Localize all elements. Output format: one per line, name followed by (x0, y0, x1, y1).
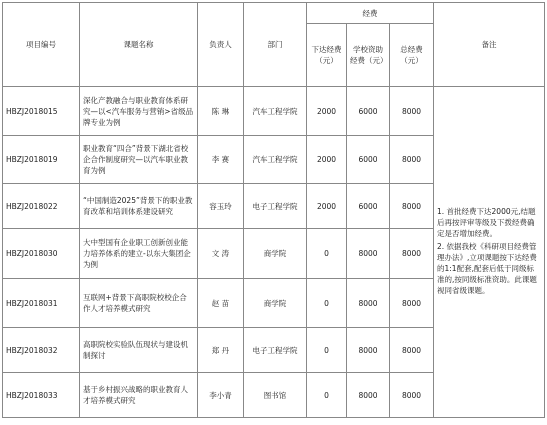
department-cell: 汽车工程学院 (244, 136, 307, 184)
leader-cell: 郑 丹 (198, 328, 244, 373)
total-cell: 8000 (390, 136, 434, 184)
project-id-cell: HBZJ2018015 (3, 87, 80, 136)
allocated-cell: 0 (307, 279, 347, 328)
leader-cell: 陈 琳 (198, 87, 244, 136)
topic-cell: 大中型国有企业职工创新创业能力培养体系的建立-以东大集团企为例 (80, 229, 198, 279)
allocated-cell: 2000 (307, 136, 347, 184)
total-cell: 8000 (390, 229, 434, 279)
remarks-cell (434, 87, 545, 418)
matching-cell: 8000 (347, 373, 390, 418)
header-remarks: 备注 (434, 3, 545, 87)
matching-cell: 8000 (347, 328, 390, 373)
topic-cell: 互联网+背景下高职院校校企合作人才培养模式研究 (80, 279, 198, 328)
leader-cell: 容玉玲 (198, 184, 244, 229)
department-cell: 电子工程学院 (244, 328, 307, 373)
matching-cell: 6000 (347, 136, 390, 184)
table-row (3, 87, 545, 136)
total-cell: 8000 (390, 279, 434, 328)
header-funding: 经费 (307, 3, 434, 24)
allocated-cell: 0 (307, 229, 347, 279)
remark-1: 1. 首批经费下达2000元,结题后再按评审等级及下拨经费确定是否增加经费。 (437, 207, 536, 238)
header-leader: 负责人 (198, 3, 244, 87)
allocated-cell: 0 (307, 328, 347, 373)
leader-cell: 赵 苗 (198, 279, 244, 328)
project-id-cell: HBZJ2018022 (3, 184, 80, 229)
topic-cell: “中国制造2025”背景下的职业教育改革和培训体系建设研究 (80, 184, 198, 229)
allocated-cell: 2000 (307, 184, 347, 229)
topic-cell: 基于乡村振兴战略的职业教育人才培养模式研究 (80, 373, 198, 418)
total-cell: 8000 (390, 184, 434, 229)
department-cell: 商学院 (244, 279, 307, 328)
department-cell: 商学院 (244, 229, 307, 279)
project-id-cell: HBZJ2018030 (3, 229, 80, 279)
project-id-cell: HBZJ2018019 (3, 136, 80, 184)
matching-cell: 6000 (347, 184, 390, 229)
header-department: 部门 (244, 3, 307, 87)
leader-cell: 李 赛 (198, 136, 244, 184)
leader-cell: 李小青 (198, 373, 244, 418)
header-topic: 课题名称 (80, 3, 198, 87)
topic-cell: 职业教育“四合”背景下湖北省校企合作制度研究—以汽车职业教育为例 (80, 136, 198, 184)
department-cell: 图书馆 (244, 373, 307, 418)
project-id-cell: HBZJ2018032 (3, 328, 80, 373)
matching-cell: 8000 (347, 229, 390, 279)
topic-cell: 深化产教融合与职业教育体系研究—以<汽车服务与营销>省级品牌专业为例 (80, 87, 198, 136)
remark-2: 2. 依据我校《科研项目经费管理办法》,立项课题按下达经费的1:1配套,配套后低于同级标准的,按同级标准资助。此课题视同省级课题。 (437, 242, 537, 295)
allocated-cell: 2000 (307, 87, 347, 136)
total-cell: 8000 (390, 87, 434, 136)
funding-table (2, 2, 545, 418)
header-total: 总经费（元） (390, 24, 434, 87)
project-id-cell: HBZJ2018031 (3, 279, 80, 328)
project-id-cell: HBZJ2018033 (3, 373, 80, 418)
header-project-no: 项目编号 (3, 3, 80, 87)
total-cell: 8000 (390, 328, 434, 373)
department-cell: 汽车工程学院 (244, 87, 307, 136)
allocated-cell: 0 (307, 373, 347, 418)
leader-cell: 文 涛 (198, 229, 244, 279)
topic-cell: 高职院校实验队伍现状与建设机制探讨 (80, 328, 198, 373)
matching-cell: 8000 (347, 279, 390, 328)
matching-cell: 6000 (347, 87, 390, 136)
header-matching: 学校资助经费（元） (347, 24, 390, 87)
total-cell: 8000 (390, 373, 434, 418)
header-allocated: 下达经费（元） (307, 24, 347, 87)
department-cell: 电子工程学院 (244, 184, 307, 229)
